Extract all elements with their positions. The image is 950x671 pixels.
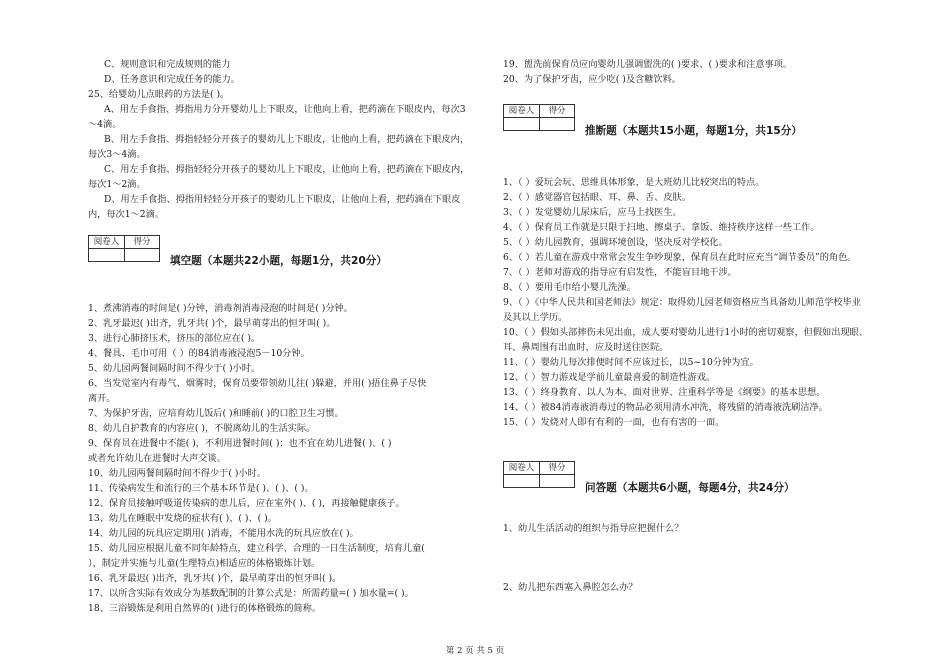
- option-c: C、用左手食指、拇指轻轻分开孩子的婴幼儿上下眼皮，让他向上看，把药滴在下眼皮内，: [104, 164, 470, 175]
- judgement-item: 9、（ ）《中华人民共和国老师法》规定：取得幼儿园老师资格应当具备幼儿师范学校毕业: [503, 297, 861, 308]
- fill-question: 10、幼儿园两餐间隔时间不得少于( )小时。: [88, 468, 266, 479]
- reviewer-cell: [504, 118, 540, 130]
- option-d-cont: 内，每次1～2滴。: [88, 209, 165, 220]
- judgement-item: 4、（ ）保育员工作就是只限于扫地、擦桌子、拿饭、维持秩序这样一些工作。: [503, 222, 820, 233]
- page-number: 第 2 页 共 5 页: [445, 646, 505, 656]
- option-d: D、用左手食指、拇指用轻轻分开孩子的婴幼儿上下眼皮，让他向上看，把药滴在下眼皮: [104, 194, 461, 205]
- judgement-item: 1、（ ）爱玩会玩、思维具体形象，是大班幼儿比较突出的特点。: [503, 177, 765, 188]
- judgement-item: 10、（ ）假如头部摔伤未见出血，成人要对婴幼儿进行1小时的密切观察，但假如出现眼、: [503, 327, 868, 338]
- option-b: B、用左手食指、拇指轻轻分开孩子的婴幼儿上下眼皮，让他向上看，把药滴在下眼皮内，: [104, 134, 470, 145]
- judgement-item: 15、（ ）发烧对人即有有利的一面，也有有害的一面。: [503, 417, 725, 428]
- fill-question: 15、幼儿园应根据儿童不同年龄特点，建立科学、合理的一日生活制度，培育儿童(: [88, 543, 425, 554]
- fill-question: 7、为保护牙齿，应培育幼儿饭后( )和睡前( )的口腔卫生习惯。: [88, 408, 344, 419]
- judgement-item-cont: 及其以上学历。: [503, 312, 568, 323]
- judgement-item: 11、（ ）婴幼儿每次排便时间不应该过长，以5~10分钟为宜。: [503, 357, 759, 368]
- option-line: C、规则意识和完成规则的能力: [104, 59, 231, 70]
- score-box: [88, 235, 160, 262]
- reviewer-label: 阅卷人: [504, 105, 540, 118]
- score-box: [503, 104, 575, 131]
- option-a-cont: ～4滴。: [88, 119, 122, 130]
- option-b-cont: 每次3～4滴。: [88, 149, 146, 160]
- fill-question: 19、盥洗前保育员应向婴幼儿强调盥洗的( )要求、( )要求和注意事项。: [503, 59, 793, 70]
- score-label: 得分: [540, 105, 574, 118]
- score-box: [503, 461, 575, 488]
- fill-question: 6、当发觉室内有毒气、烟雾时，保育员要带领幼儿往( )躲避，并用( )捂住鼻子尽快: [88, 378, 427, 389]
- judgement-item: 8、（ ）要用毛巾给小婴儿洗澡。: [503, 282, 636, 293]
- fill-question: 9、保育员在进餐中不能( )，不利用进餐时间( )；也不宜在幼儿进餐( )、( ): [88, 438, 392, 449]
- fill-question-cont: 离开。: [88, 393, 116, 404]
- judgement-item: 5、（ ）幼儿园教育，强调环境创设，坚决反对学校化。: [503, 237, 728, 248]
- fill-question: 13、幼儿在睡眠中发烧的症状有( )、( )、( )。: [88, 513, 277, 524]
- fill-question: 5、幼儿园两餐间隔时间不得少于( )小时。: [88, 363, 261, 374]
- fill-question: 14、幼儿园的玩具应定期用( )消毒，不能用水洗的玩具应放在( )。: [88, 528, 359, 539]
- judgement-item: 13、（ ）终身教育、以人为本、面对世界、注重科学等是《纲要》的基本思想。: [503, 387, 826, 398]
- qa-question: 1、幼儿生活活动的组织与指导应把握什么？: [503, 523, 684, 534]
- judgement-item: 14、（ ）被84消毒液消毒过的物品必须用清水冲洗，将残留的消毒液洗刷洁净。: [503, 402, 828, 413]
- score-label: 得分: [125, 236, 159, 249]
- judgement-item: 2、（ ）感觉器官包括眼、耳、鼻、舌、皮肤。: [503, 192, 691, 203]
- fill-question: 18、三浴锻炼是利用自然界的( )进行的体格锻炼的简称。: [88, 603, 322, 614]
- judgement-item: 6、（ ）若儿童在游戏中常常会发生争吵现象，保育员在此时应充当“调节委员”的角色。: [503, 252, 857, 263]
- question-25: 25、给婴幼儿点眼药的方法是( )。: [88, 89, 230, 100]
- qa-question: 2、幼儿把东西塞入鼻腔怎么办？: [503, 582, 638, 593]
- option-c-cont: 每次1～2滴。: [88, 179, 146, 190]
- judgement-item: 12、（ ）智力游戏是学前儿童最喜爱的制造性游戏。: [503, 372, 716, 383]
- judgement-item-cont: 耳、鼻周围有出血时，应及时送往医院。: [503, 342, 669, 353]
- score-label: 得分: [540, 462, 574, 475]
- fill-question: 4、餐具、毛巾可用（ ）的84消毒液浸泡5－10分钟。: [88, 348, 310, 359]
- judgement-item: 7、（ ）老师对游戏的指导应有启发性，不能盲目地干涉。: [503, 267, 737, 278]
- fill-question: 11、传染病发生和流行的三个基本环节是( )、( )、( )。: [88, 483, 314, 494]
- fill-question: 20、为了保护牙齿，应少吃( )及含糖饮料。: [503, 74, 681, 85]
- fill-question-cont: ），制定并实施与儿童(生理特点)相适应的体格锻炼计划。: [88, 558, 321, 569]
- fill-question-cont: 或者允许幼儿在进餐时大声交谈。: [88, 453, 226, 464]
- reviewer-label: 阅卷人: [504, 462, 540, 475]
- fill-question: 2、乳牙最迟( )出齐，乳牙共( )个，最早萌芽出的恒牙叫( )。: [88, 318, 336, 329]
- fill-question: 16、乳牙最迟( )出齐，乳牙共( )个，最早萌芽出的恒牙叫( )。: [88, 573, 342, 584]
- option-a: A、用左手食指、拇指用力分开婴幼儿上下眼皮，让他向上看，把药滴在下眼皮内，每次3: [104, 104, 466, 115]
- option-line: D、任务意识和完成任务的能力。: [104, 74, 240, 85]
- section-title-qa: 问答题（本题共6小题，每题4分，共24分）: [585, 482, 795, 494]
- fill-question: 1、煮沸消毒的时间是( )分钟，消毒剂消毒浸泡的时间是( )分钟。: [88, 303, 353, 314]
- fill-question: 3、进行心肺挤压术，挤压的部位应在( )。: [88, 333, 261, 344]
- reviewer-label: 阅卷人: [89, 236, 125, 249]
- reviewer-cell: [504, 475, 540, 487]
- fill-question: 17、以所含实际有效成分为基数配制的计算公式是：所需药量=( ) 加水量=( )。: [88, 588, 414, 599]
- section-title-judgement: 推断题（本题共15小题，每题1分，共15分）: [585, 125, 802, 137]
- fill-question: 12、保育员接触呼吸道传染病的患儿后，应在室外( )、( )，再接触健康孩子。: [88, 498, 405, 509]
- section-title-fill-blank: 填空题（本题共22小题，每题1分，共20分）: [170, 255, 387, 267]
- judgement-item: 3、（ ）发觉婴幼儿尿床后，应马上找医生。: [503, 207, 682, 218]
- reviewer-cell: [89, 249, 125, 261]
- fill-question: 8、幼儿自护教育的内容应( )，不脱离幼儿的生活实际。: [88, 423, 316, 434]
